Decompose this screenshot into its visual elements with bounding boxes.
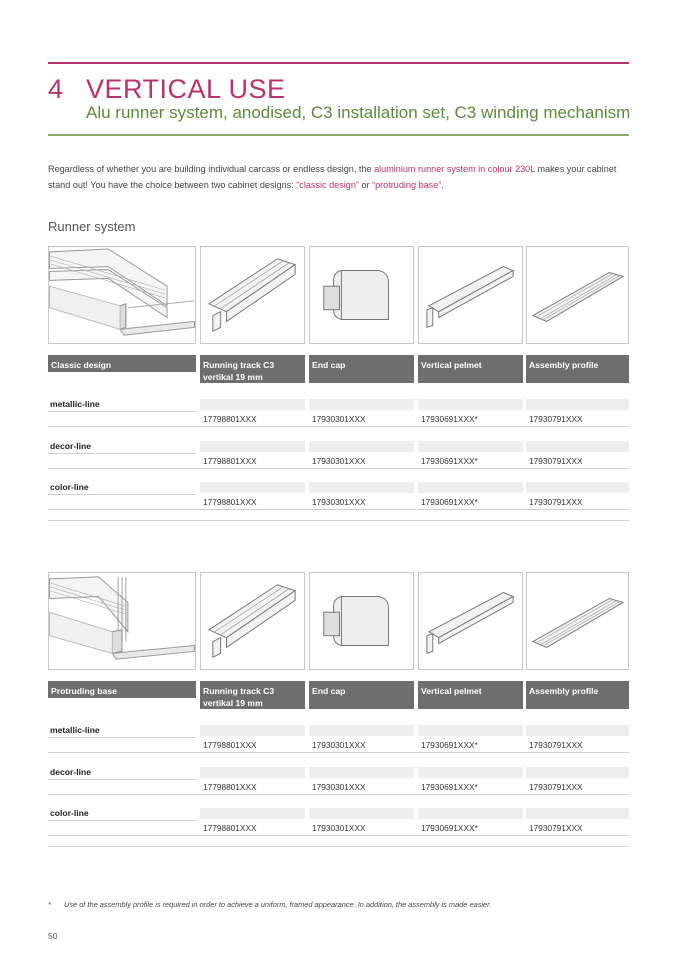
table1-part-number: 17798801XXX <box>203 497 257 507</box>
table1-row-label: decor-line <box>50 441 92 451</box>
chapter-title: VERTICAL USE <box>86 74 286 104</box>
top-rule <box>48 62 629 64</box>
protruding-base-image <box>48 572 196 670</box>
table2-part-number: 17798801XXX <box>203 740 257 750</box>
table1-part-number: 17930691XXX* <box>421 497 478 507</box>
table2-row-label: decor-line <box>50 767 92 777</box>
table1-part-number: 17930791XXX <box>529 497 583 507</box>
table2-row-label: color-line <box>50 808 89 818</box>
table1-header-design: Classic design <box>48 355 196 372</box>
intro-highlight: “classic design” <box>296 180 359 190</box>
end-cap-image <box>309 572 414 670</box>
intro-highlight: “protruding base” <box>372 180 442 190</box>
table1-part-number: 17930301XXX <box>312 497 366 507</box>
table2-part-number: 17930791XXX <box>529 823 583 833</box>
table2-header-running-track: Running track C3 vertikal 19 mm <box>200 681 305 709</box>
table2-part-number: 17930301XXX <box>312 782 366 792</box>
table1-row-label: metallic-line <box>50 399 100 409</box>
table2-part-number: 17930691XXX* <box>421 823 478 833</box>
table2-part-number: 17798801XXX <box>203 782 257 792</box>
table1-part-number: 17798801XXX <box>203 456 257 466</box>
classic-design-image <box>48 246 196 344</box>
table2-part-number: 17798801XXX <box>203 823 257 833</box>
table2-part-number: 17930691XXX* <box>421 782 478 792</box>
table1-part-number: 17930691XXX* <box>421 456 478 466</box>
table1-part-number: 17930791XXX <box>529 414 583 424</box>
assembly-profile-image <box>526 246 629 344</box>
table1-part-number: 17930301XXX <box>312 414 366 424</box>
table2-part-number: 17930301XXX <box>312 740 366 750</box>
intro-highlight: aluminium runner system in colour 230L <box>374 164 535 174</box>
table2-part-number: 17930791XXX <box>529 740 583 750</box>
footnote-mark: * <box>48 900 51 909</box>
page-number: 50 <box>48 931 58 941</box>
table1-header-running-track: Running track C3 vertikal 19 mm <box>200 355 305 383</box>
table2-header-vertical-pelmet: Vertical pelmet <box>418 681 523 709</box>
table1-row-label: color-line <box>50 482 89 492</box>
running-track-image <box>200 246 305 344</box>
chapter-number: 4 <box>48 74 64 104</box>
table2-row-label: metallic-line <box>50 725 100 735</box>
table1-header-end-cap: End cap <box>309 355 414 383</box>
footnote-text: Use of the assembly profile is required in order to achieve a uniform, framed appearance. In addition, the assembly is made easier. <box>64 900 492 909</box>
table1-part-number: 17930691XXX* <box>421 414 478 424</box>
table1-part-number: 17930301XXX <box>312 456 366 466</box>
table2-header-end-cap: End cap <box>309 681 414 709</box>
intro-paragraph: Regardless of whether you are building individual carcass or endless design, the aluminium runner system in colour 230L makes your cabinet stand out! You have the choice between two cabinet designs: “classic design” or “protruding base”. <box>48 164 617 190</box>
section-title: Runner system <box>48 219 136 234</box>
table2-header-design: Protruding base <box>48 681 196 698</box>
footnote <box>48 900 491 909</box>
table1-header-vertical-pelmet: Vertical pelmet <box>418 355 523 383</box>
table2-part-number: 17930791XXX <box>529 782 583 792</box>
table1-part-number: 17930791XXX <box>529 456 583 466</box>
table2-part-number: 17930691XXX* <box>421 740 478 750</box>
assembly-profile-image <box>526 572 629 670</box>
table2-header-assembly-profile: Assembly profile <box>526 681 629 709</box>
table1-header-assembly-profile: Assembly profile <box>526 355 629 383</box>
vertical-pelmet-image <box>418 246 523 344</box>
table1-part-number: 17798801XXX <box>203 414 257 424</box>
subtitle-rule <box>48 134 629 136</box>
vertical-pelmet-image <box>418 572 523 670</box>
chapter-subtitle: Alu runner system, anodised, C3 installation set, C3 winding mechanism <box>86 103 631 122</box>
end-cap-image <box>309 246 414 344</box>
table2-part-number: 17930301XXX <box>312 823 366 833</box>
running-track-image <box>200 572 305 670</box>
